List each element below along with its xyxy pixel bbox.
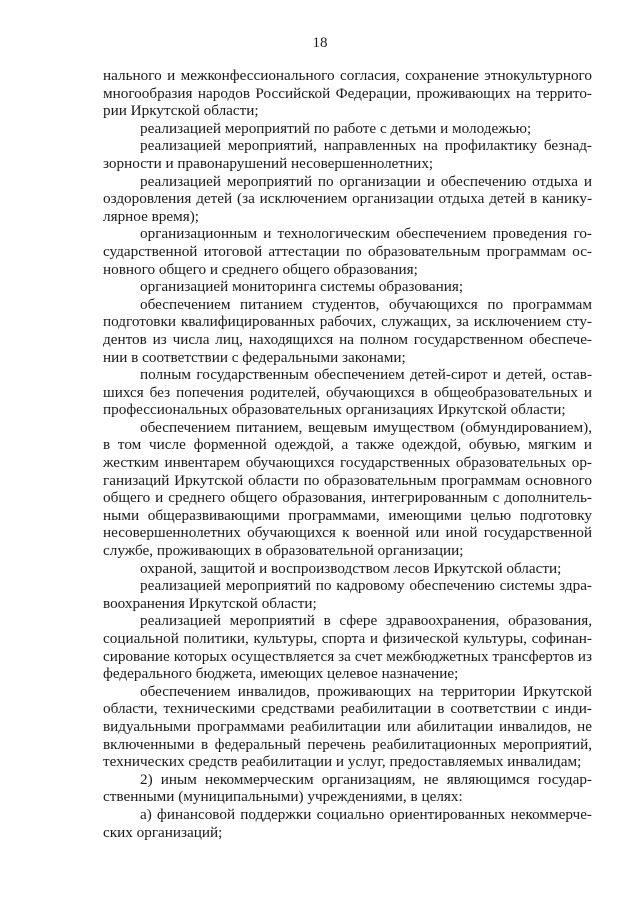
text-line: реализацией мероприятий по кадровому обеспечению системы здра- <box>140 577 592 595</box>
paragraph <box>103 67 592 120</box>
text-line: федерального бюджета, имеющих целевое назначение; <box>103 665 459 683</box>
text-line: реализацией мероприятий по организации и обеспечению отдыха и <box>140 172 592 190</box>
text-line: в том числе форменной одеждой, а также одеждой, обувью, мягким и <box>103 436 592 454</box>
paragraph <box>103 173 592 226</box>
paragraph <box>103 612 592 682</box>
paragraph <box>103 296 592 366</box>
text-line: технических средств реабилитации и услуг, предоставляемых инвалидам; <box>103 753 582 771</box>
document-body <box>103 67 592 841</box>
text-line: видуальными программами реабилитации или абилитации инвалидов, не <box>103 717 592 735</box>
paragraph <box>103 137 592 172</box>
paragraph <box>103 419 592 560</box>
paragraph <box>103 366 592 419</box>
text-line: ганизаций Иркутской области по образовательным программам основного <box>103 471 592 489</box>
text-line: профессиональных образовательных организациях Иркутской области; <box>103 401 566 419</box>
paragraph <box>103 683 592 771</box>
text-line: обеспечением питанием, вещевым имуществом (обмундированием), <box>140 418 592 436</box>
paragraph <box>103 771 592 806</box>
text-line: дентов из числа лиц, находящихся на полном государственном обеспече- <box>103 330 592 348</box>
text-line: воохранения Иркутской области; <box>103 594 317 612</box>
text-line: организацией мониторинга системы образования; <box>140 278 464 296</box>
text-line: подготовки квалифицированных рабочих, служащих, за исключением сту- <box>103 313 592 331</box>
page-number: 18 <box>312 35 328 51</box>
text-line: шихся без попечения родителей, обучающихся в общеобразовательных и <box>103 383 592 401</box>
text-line: 2) иным некоммерческим организациям, не являющимся государ- <box>140 770 592 788</box>
text-line: реализацией мероприятий по работе с детьми и молодежью; <box>140 119 532 137</box>
text-line: жестким инвентарем обучающихся государственных образовательных ор- <box>103 454 592 472</box>
text-line: социальной политики, культуры, спорта и физической культуры, софинан- <box>103 630 592 647</box>
text-line: оздоровления детей (за исключением организации отдыха детей в канику- <box>103 190 592 208</box>
text-line: области, техническими средствами реабилитации в соответствии с инди- <box>103 700 592 718</box>
text-line: нии в соответствии с федеральными законами; <box>103 348 406 366</box>
text-line: многообразия народов Российской Федерации, проживающих на террито- <box>103 84 592 102</box>
text-line: сударственной итоговой аттестации по образовательным программам ос- <box>103 242 592 260</box>
text-line: организационным и технологическим обеспечением проведения го- <box>140 225 592 243</box>
text-line: сирование которых осуществляется за счет межбюджетных трансфертов из <box>103 647 592 665</box>
text-line: ственными (муниципальными) учреждениями, в целях: <box>103 788 463 806</box>
paragraph <box>103 560 592 578</box>
text-line: несовершеннолетних обучающихся к военной или иной государственной <box>103 524 592 542</box>
paragraph <box>103 806 592 841</box>
text-line: реализацией мероприятий в сфере здравоохранения, образования, <box>140 612 592 630</box>
text-line: обеспечением питанием студентов, обучающихся по программам <box>140 295 592 313</box>
text-line: новного общего и среднего общего образования; <box>103 260 418 278</box>
text-line: полным государственным обеспечением детей-сирот и детей, остав- <box>140 366 592 384</box>
paragraph <box>103 577 592 612</box>
paragraph <box>103 278 592 296</box>
text-line: общего и среднего общего образования, интегрированным с дополнитель- <box>103 489 592 507</box>
text-line: службе, проживающих в образовательной организации; <box>103 542 464 560</box>
text-line: зорности и правонарушений несовершеннолетних; <box>103 154 434 172</box>
text-line: ских организаций; <box>103 823 223 841</box>
paragraph <box>103 120 592 138</box>
text-line: рии Иркутской области; <box>103 102 259 120</box>
text-line: лярное время); <box>103 207 199 225</box>
text-line: реализацией мероприятий, направленных на профилактику безнад- <box>140 137 592 155</box>
text-line: включенными в федеральный перечень реабилитационных мероприятий, <box>103 735 592 753</box>
text-line: обеспечением инвалидов, проживающих на территории Иркутской <box>140 682 592 700</box>
text-line: охраной, защитой и воспроизводством лесов Иркутской области; <box>140 559 562 577</box>
text-line: ными общеразвивающими программами, имеющими целью подготовку <box>103 506 592 524</box>
text-line: а) финансовой поддержки социально ориентированных некоммерче- <box>140 805 592 823</box>
text-line: нального и межконфессионального согласия, сохранение этнокультурного <box>103 67 592 84</box>
paragraph <box>103 225 592 278</box>
